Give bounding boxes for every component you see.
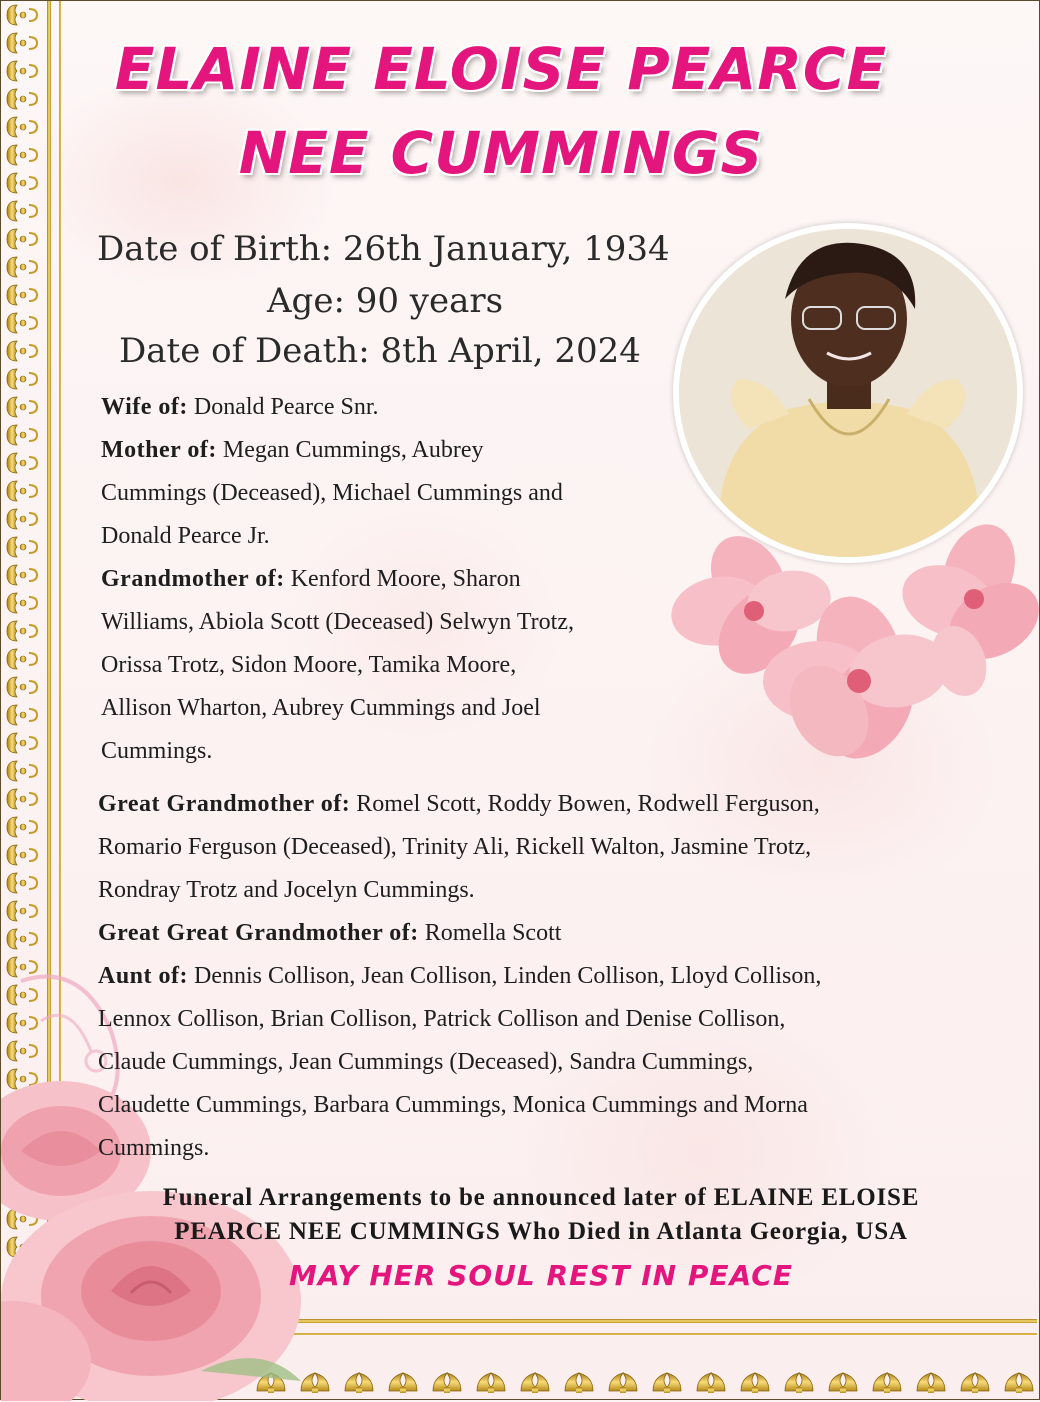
aunt-of-line: Claude Cummings, Jean Cummings (Deceased), Sandra Cummings, — [98, 1049, 754, 1075]
bottom-gold-line-upper — [251, 1319, 1037, 1323]
portrait-illustration — [679, 229, 1017, 557]
great-grandmother-of-line: Rondray Trotz and Jocelyn Cummings. — [98, 877, 475, 903]
wife-of-row — [101, 386, 671, 429]
mother-of-line: Megan Cummings, Aubrey — [222, 437, 484, 463]
grandmother-of-line: Allison Wharton, Aubrey Cummings and Joel — [101, 695, 541, 721]
name-heading-line1: ELAINE ELOISE PEARCE — [114, 35, 888, 103]
mother-of-line: Cummings (Deceased), Michael Cummings and — [101, 480, 563, 506]
grandmother-of-line: Kenford Moore, Sharon — [290, 566, 521, 592]
great-great-grandmother-of-row — [98, 912, 1018, 955]
aunt-of-line: Claudette Cummings, Barbara Cummings, Monica Cummings and Morna — [98, 1092, 808, 1118]
flower-garland — [659, 511, 1040, 771]
aunt-of-line: Dennis Collison, Jean Collison, Linden Collison, Lloyd Collison, — [194, 963, 822, 989]
grandmother-of-line: Orissa Trotz, Sidon Moore, Tamika Moore, — [101, 652, 517, 678]
great-grandmother-of-row — [98, 783, 1018, 826]
aunt-of-label: Aunt of: — [98, 963, 189, 989]
mother-of-label: Mother of: — [101, 437, 217, 463]
bottom-ornament-pattern — [251, 1357, 1037, 1397]
great-great-grandmother-of-text: Romella Scott — [424, 920, 562, 946]
funeral-notice-line2: PEARCE NEE CUMMINGS Who Died in Atlanta Georgia, USA — [174, 1218, 908, 1245]
aunt-of-row — [98, 955, 1018, 998]
aunt-of-line: Lennox Collison, Brian Collison, Patrick Collison and Denise Collison, — [98, 1006, 786, 1032]
bottom-gold-line-lower — [251, 1333, 1037, 1335]
grandmother-of-line: Williams, Abiola Scott (Deceased) Selwyn Trotz, — [101, 609, 574, 635]
bottom-gold-border — [251, 1357, 1037, 1397]
family-section-upper — [101, 386, 671, 773]
great-grandmother-of-line: Romel Scott, Roddy Bowen, Rodwell Ferguson, — [356, 791, 820, 817]
grandmother-of-line: Cummings. — [101, 738, 213, 764]
great-great-grandmother-of-label: Great Great Grandmother of: — [98, 920, 419, 946]
funeral-notice-line1: Funeral Arrangements to be announced later of ELAINE ELOISE — [162, 1184, 920, 1211]
name-heading-line2: NEE CUMMINGS — [238, 119, 764, 187]
funeral-notice — [41, 1181, 1040, 1249]
wife-of-text: Donald Pearce Snr. — [193, 394, 379, 420]
great-grandmother-of-label: Great Grandmother of: — [98, 791, 351, 817]
age: Age: 90 years — [267, 281, 504, 321]
wife-of-label: Wife of: — [101, 394, 188, 420]
mother-of-line: Donald Pearce Jr. — [101, 523, 270, 549]
mother-of-row — [101, 429, 671, 472]
aunt-of-line: Cummings. — [98, 1135, 210, 1161]
grandmother-of-row — [101, 558, 671, 601]
great-grandmother-of-line: Romario Ferguson (Deceased), Trinity Ali, Rickell Walton, Jasmine Trotz, — [98, 834, 812, 860]
grandmother-of-label: Grandmother of: — [101, 566, 285, 592]
date-of-death: Date of Death: 8th April, 2024 — [119, 331, 641, 371]
closing-blessing: MAY HER SOUL REST IN PEACE — [289, 1259, 793, 1292]
date-of-birth: Date of Birth: 26th January, 1934 — [97, 229, 670, 269]
family-section-lower — [98, 783, 1018, 1170]
portrait-photo — [679, 229, 1017, 557]
